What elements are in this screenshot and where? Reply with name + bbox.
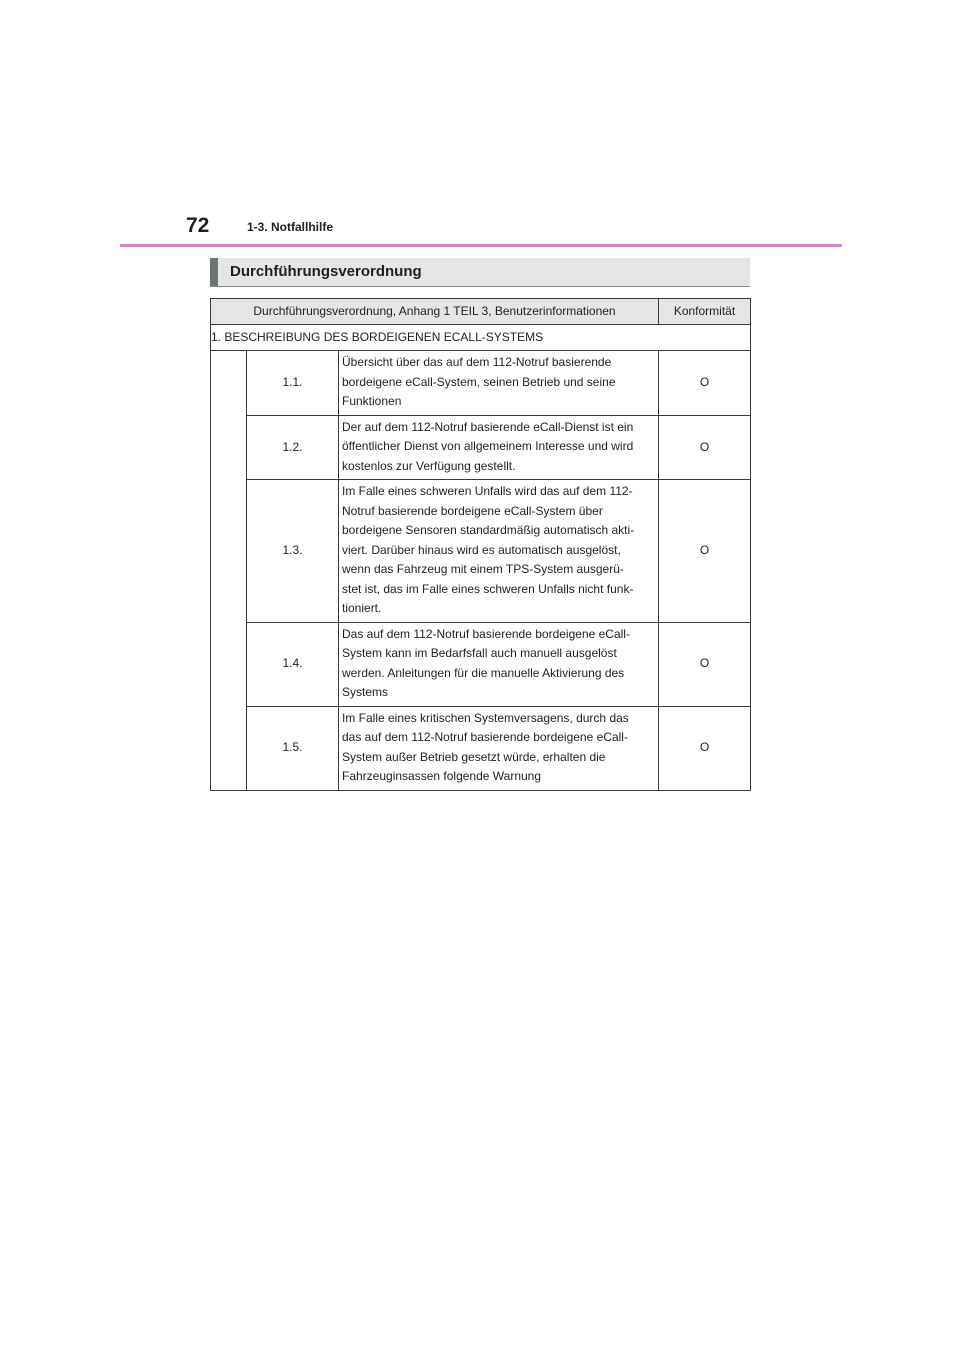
table-row: [211, 622, 751, 706]
item-text-line: Notruf basierende bordeigene eCall-System über: [342, 503, 603, 518]
item-text-line: viert. Darüber hinaus wird es automatisch ausgelöst,: [342, 542, 621, 557]
conformity-value: O: [659, 706, 751, 790]
item-text: [339, 351, 659, 416]
indent-cell: [211, 351, 247, 791]
item-text-line: Im Falle eines schweren Unfalls wird das auf dem 112-: [342, 484, 633, 498]
item-text-line: Übersicht über das auf dem 112-Notruf basierende: [342, 355, 612, 369]
item-text-line: wenn das Fahrzeug mit einem TPS-System ausgerü-: [342, 562, 624, 576]
table-row: [211, 480, 751, 623]
item-text-line: Das auf dem 112-Notruf basierende bordeigene eCall-: [342, 626, 630, 641]
conformity-value: O: [659, 480, 751, 623]
item-text-line: Im Falle eines kritischen Systemversagens, durch das: [342, 710, 629, 725]
item-number: 1.2.: [247, 415, 339, 480]
table-body: [211, 325, 751, 791]
column-header-regulation: Durchführungsverordnung, Anhang 1 TEIL 3, Benutzerinformationen: [211, 299, 659, 325]
item-text: [339, 706, 659, 790]
header-rule: [120, 244, 842, 247]
table-row: [211, 706, 751, 790]
section-title-cell: 1. BESCHREIBUNG DES BORDEIGENEN ECALL-SYSTEMS: [211, 325, 751, 351]
item-text: [339, 622, 659, 706]
item-text-line: bordeigene eCall-System, seinen Betrieb und seine: [342, 374, 616, 389]
item-text-line: System kann im Bedarfsfall auch manuell ausgelöst: [342, 646, 617, 660]
conformity-value: O: [659, 622, 751, 706]
regulation-table: [210, 298, 751, 791]
item-text-line: tioniert.: [342, 601, 382, 615]
section-heading: [210, 258, 750, 286]
item-number: 1.3.: [247, 480, 339, 623]
table-header-row: [211, 299, 751, 325]
page-number: 72: [186, 214, 210, 237]
item-text: [339, 480, 659, 623]
conformity-value: O: [659, 415, 751, 480]
item-text-line: kostenlos zur Verfügung gestellt.: [342, 458, 516, 473]
item-text-line: Systems: [342, 685, 389, 699]
item-number: 1.4.: [247, 622, 339, 706]
section-label: 1-3. Notfallhilfe: [247, 220, 334, 234]
item-number: 1.1.: [247, 351, 339, 416]
item-text-line: bordeigene Sensoren standardmäßig automatisch akti-: [342, 523, 635, 537]
item-text-line: öffentlicher Dienst von allgemeinem Interesse und wird: [342, 439, 634, 453]
item-text-line: Fahrzeuginsassen folgende Warnung: [342, 769, 542, 783]
conformity-value: O: [659, 351, 751, 416]
item-text-line: Der auf dem 112-Notruf basierende eCall-Dienst ist ein: [342, 419, 634, 434]
item-text-line: das auf dem 112-Notruf basierende bordeigene eCall-: [342, 730, 628, 744]
item-text-line: stet ist, das im Falle eines schweren Unfalls nicht funk-: [342, 581, 634, 596]
section-heading-text: Durchführungsverordnung: [230, 263, 422, 280]
table-row: [211, 415, 751, 480]
item-text-line: Funktionen: [342, 394, 402, 408]
item-text: [339, 415, 659, 480]
item-text-line: werden. Anleitungen für die manuelle Aktivierung des: [342, 665, 625, 680]
item-number: 1.5.: [247, 706, 339, 790]
column-header-conformity: Konformität: [659, 299, 751, 325]
section-title-row: [211, 325, 751, 351]
item-text-line: System außer Betrieb gesetzt würde, erhalten die: [342, 749, 606, 764]
heading-underline: [210, 286, 750, 287]
table-row: [211, 351, 751, 416]
